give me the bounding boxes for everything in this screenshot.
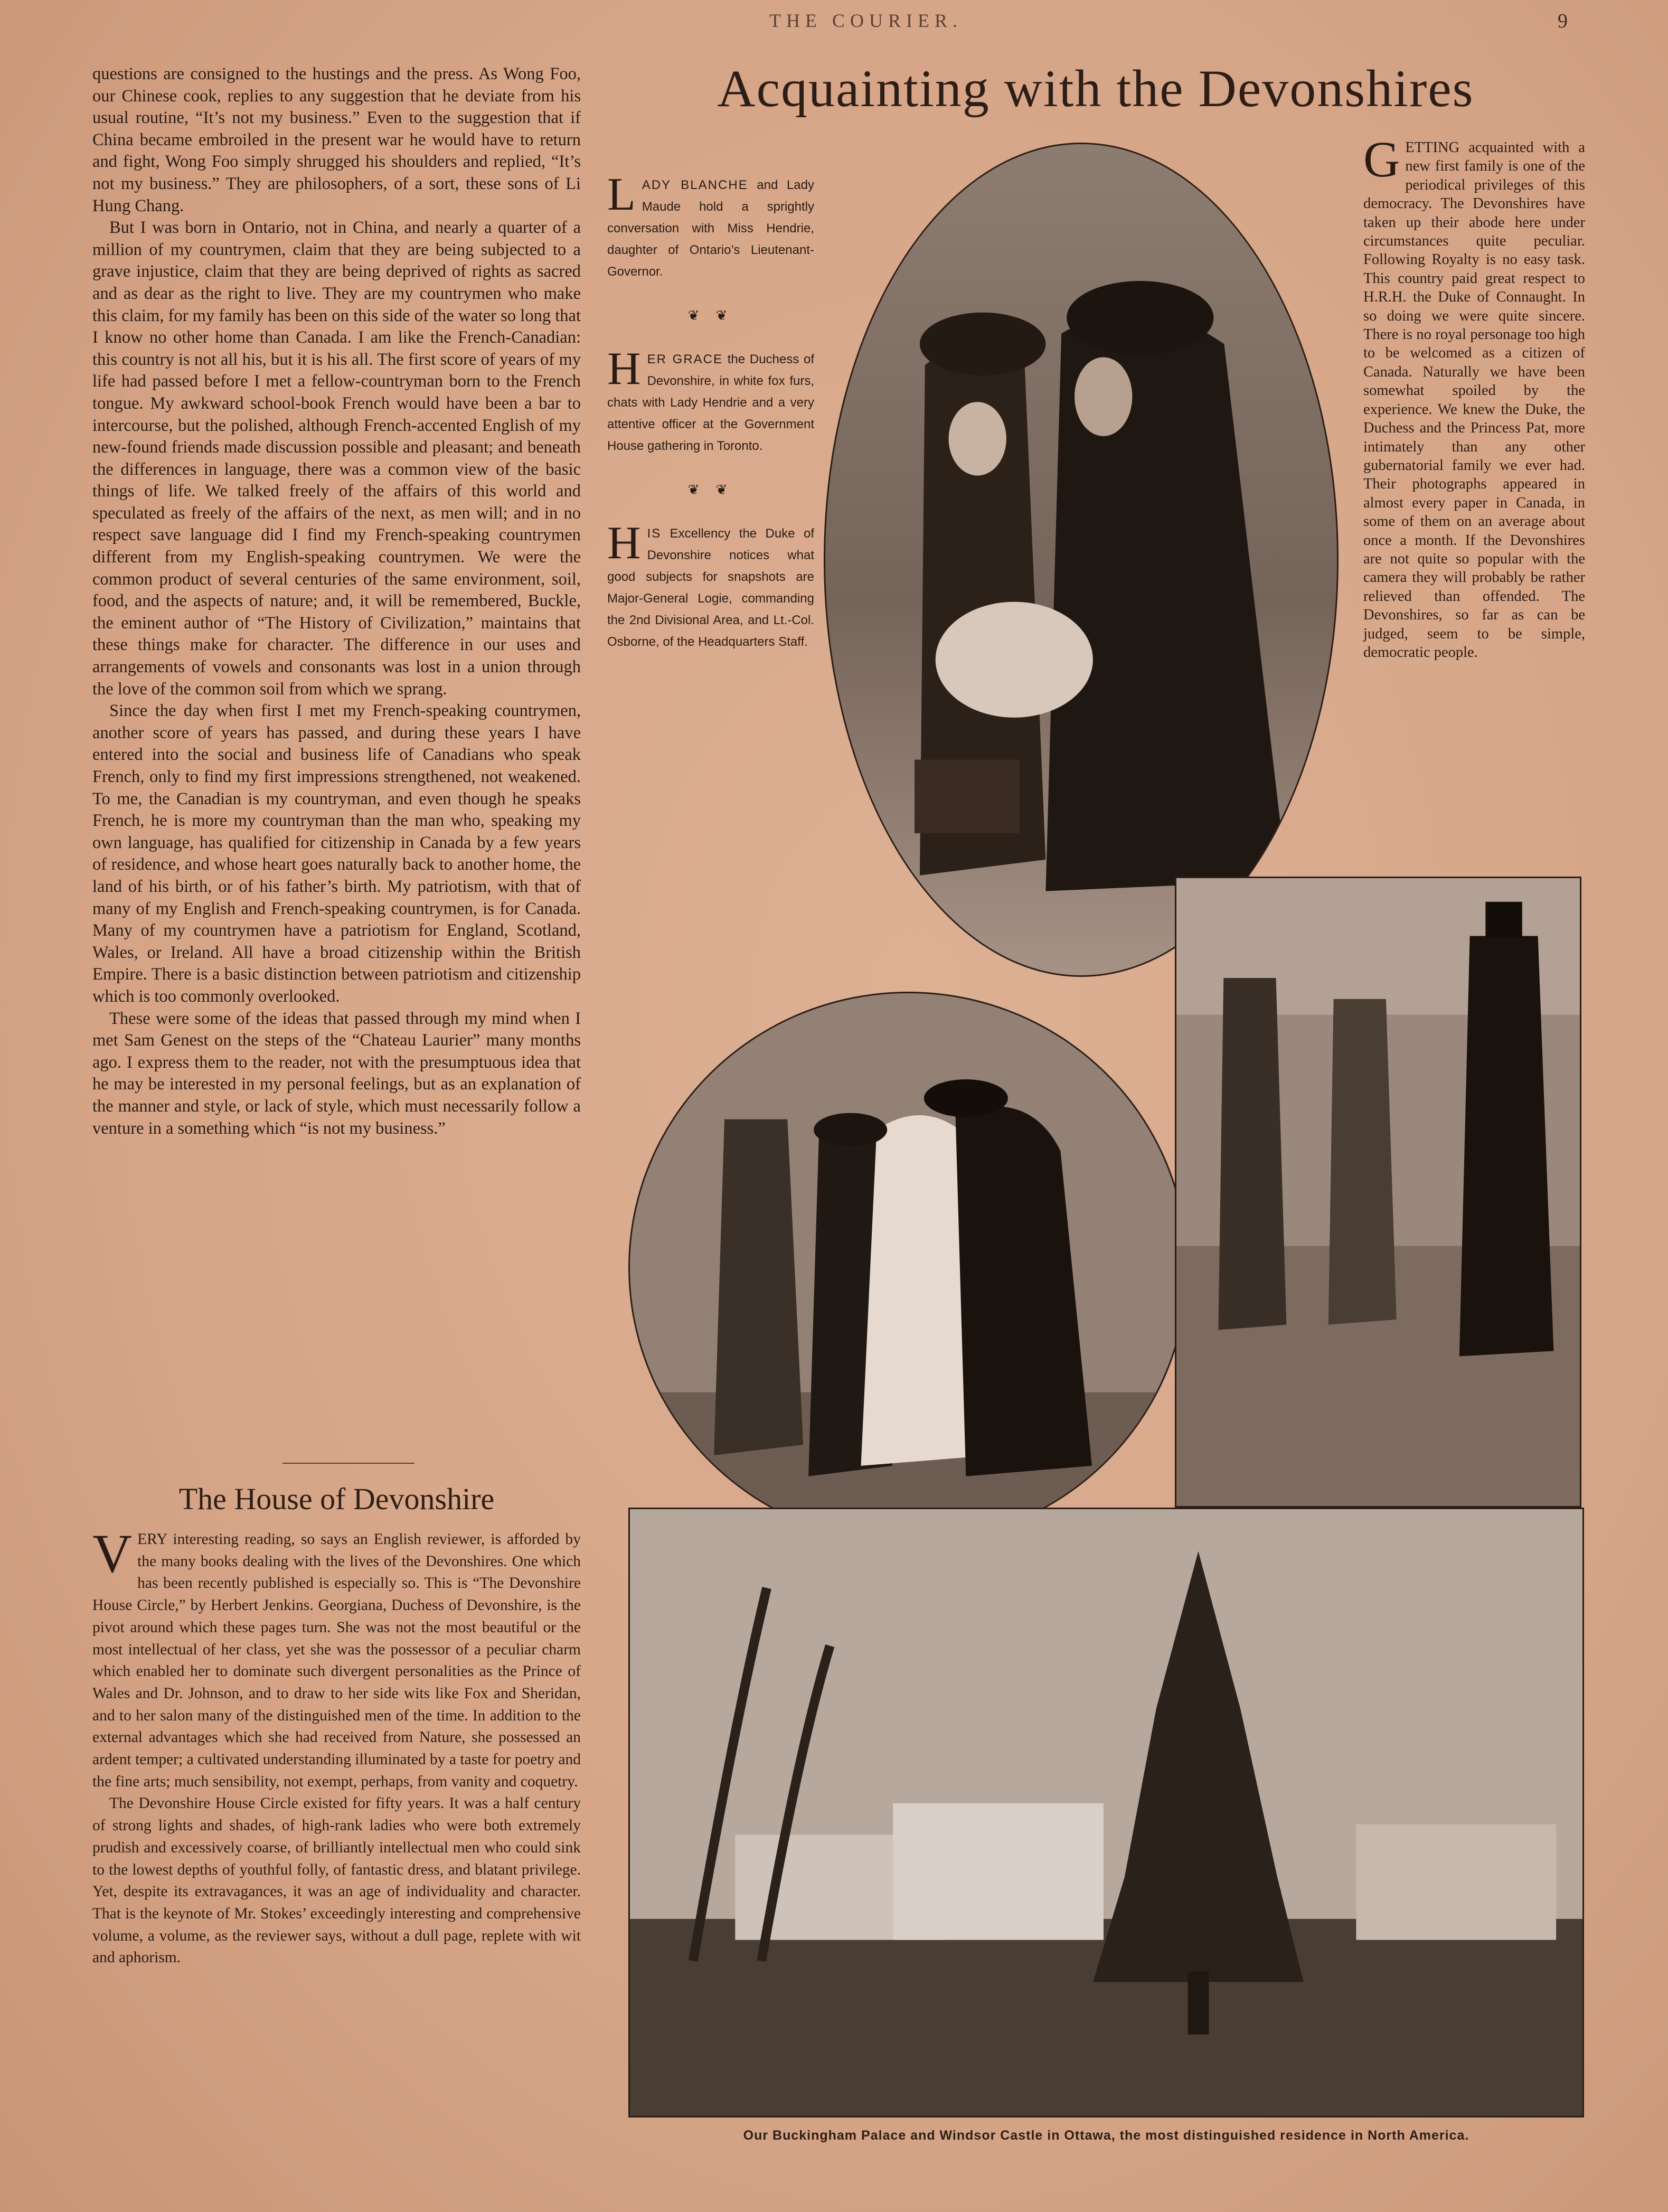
article-paragraph: The Devonshire House Circle existed for fifty years. It was a half century of strong lights and shades, of high-rank ladies who were both extremely prudish and excessively coarse, of brilliantly intellectual men who could sink to the lowest depths of youthful folly, of fantastic dress, and blatant privilege. Yet, despite its extravagances, it was an age of individuality and character. That is the keynote of Mr. Stokes’ exceedingly interesting and comprehensive volume, a volume, as the reviewer says, without a dull page, replete with wit and aphorism.	[92, 1795, 581, 1966]
section-divider	[282, 1463, 414, 1464]
drop-cap: V	[92, 1523, 133, 1584]
right-article-column	[1363, 131, 1585, 662]
photo-caption	[607, 169, 814, 283]
photo-caption	[607, 343, 814, 457]
article-paragraph: questions are consigned to the hustings and the press. As Wong Foo, our Chinese cook, replies to any suggestion that he deviate from his usual routine, “It’s not my business.” Even to the suggestion that if China became embroiled in the present war he would have to return and fight, Wong Foo simply shrugged his shoulders and replied, “It’s not my business.” They are philosophers, of a sort, these sons of Li Hung Chang.	[92, 64, 581, 215]
ornament: ❦ ❦	[687, 482, 734, 497]
caption-text: and Lady Maude hold a sprightly conversation with Miss Hendrie, daughter of Ontario’s Lieutenant-Governor.	[607, 178, 814, 279]
caption-text: the Duchess of Devonshire, in white fox furs, chats with Lady Hendrie and a very attentive officer at the Government House gathering in Toronto.	[607, 352, 814, 453]
photo-duke-with-officers	[1175, 877, 1581, 1508]
caption-text: Excellency the Duke of Devonshire notices what good subjects for snapshots are Major-General Logie, commanding the 2nd Divisional Area, and Lt.-Col. Osborne, of the Headquarters Staff.	[607, 526, 814, 649]
page-title: Acquainting with the Devonshires	[717, 59, 1474, 118]
article-paragraph: But I was born in Ontario, not in China, and nearly a quarter of a million of my countrymen, claim that they are being subjected to a grave injustice, claim that they are being deprived of rights as sacred and as dear as the right to live. They are my countrymen who make this claim, for my family has been on this side of the water so long that I know no other home than Canada. I am like the French-Canadian: this country is not all his, but it is his all. The first score of years of my life had passed before I met a fellow-countryman born to the French tongue. My awkward school-book French would have been a bar to intercourse, but the polished, although French-accented English of my new-found friends made discussion possible and pleasant; and beneath the differences in language, there was a common view of the basic things of life. We talked freely of the affairs of this world and speculated as freely of the affairs of the next, as men will; and in no respect save language did I find my French-speaking countrymen different from my English-speaking countrymen. We were the common product of several centuries of the same environment, soil, food, and the aspects of nature; and, it will be remembered, Buckle, the eminent author of “The History of Civilization,” maintains that these things make for character. The difference in our uses and arrangements of vowels and consonants was lost in a union through the love of the common soil from which we sprang.	[92, 218, 581, 699]
article-paragraph	[92, 1523, 581, 1793]
photo-residence-ottawa	[628, 1508, 1584, 2117]
photo-duchess-white-furs	[628, 992, 1188, 1543]
photo-captions-column	[607, 169, 814, 653]
drop-cap: G	[1363, 131, 1400, 187]
caption-lead: ER GRACE	[647, 352, 723, 366]
house-of-devonshire-article	[92, 1523, 581, 1969]
photo-caption: Our Buckingham Palace and Windsor Castle in Ottawa, the most distinguished residence in North America.	[743, 2128, 1469, 2143]
drop-cap: H	[607, 343, 641, 394]
article-paragraph: Since the day when first I met my French-speaking countrymen, another score of years has passed, and during these years I have entered into the social and business life of Canadians who speak French, only to find my first impressions strengthened, not weakened. To me, the Canadian is my countryman, and even though he speaks French, he is more my countryman than the man who, speaking my own language, has qualified for citizenship in Canada by a few years of residence, and whose heart goes naturally back to another home, the land of his birth, or of his father’s birth. My patriotism, with that of many of my English and French-speaking countrymen, is for Canada. Many of my countrymen have a patriotism for England, Scotland, Wales, or Ireland. All have a broad citizenship within the British Empire. There is a basic distinction between patriotism and citizenship which is too commonly overlooked.	[92, 701, 581, 1006]
paragraph-text: ETTING acquainted with a new first family is one of the periodical privileges of this democracy. The Devonshires have taken up their abode here under circumstances quite peculiar. Following Royalty is no easy task. This country paid great respect to H.R.H. the Duke of Connaught. In so doing we were quite sincere. There is no royal personage too high to be welcomed as a citizen of Canada. Naturally we have been somewhat spoiled by the experience. We knew the Duke, the Duchess and the Princess Pat, more intimately than any other gubernatorial family we ever had. Their photographs appeared in almost every paper in Canada, in some of them on an average about once a month. If the Devonshires are not quite so popular with the camera they will probably be rather relieved than offended. The Devonshires, so far as can be judged, seem to be simple, democratic people.	[1363, 139, 1585, 661]
caption-lead: ADY BLANCHE	[642, 178, 748, 192]
left-article-column	[92, 63, 581, 1140]
caption-lead: IS	[647, 526, 662, 541]
page-number: 9	[1558, 10, 1568, 32]
masthead: THE COURIER.	[769, 10, 963, 31]
drop-cap: L	[607, 169, 636, 220]
drop-cap: H	[607, 517, 641, 569]
article-paragraph: These were some of the ideas that passed through my mind when I met Sam Genest on the steps of the “Chateau Laurier” many months ago. I express them to the reader, not with the presumptuous idea that he may be interested in my personal feelings, but as an explanation of the manner and style, or lack of style, which must necessarily follow a venture in a something which “is not my business.”	[92, 1009, 581, 1138]
ornament: ❦ ❦	[687, 307, 734, 323]
paragraph-text: ERY interesting reading, so says an English reviewer, is afforded by the many books dealing with the lives of the Devonshires. One which has been recently published is especially so. This is “The Devonshire House Circle,” by Herbert Jenkins. Georgiana, Duchess of Devonshire, is the pivot around which these pages turn. She was not the most beautiful or the most intellectual of her class, yet she was the possessor of a peculiar charm which enabled her to dominate such divergent personalities as the Prince of Wales and Dr. Johnson, and to draw to her side wits like Fox and Sheridan, and to her salon many of the distinguished men of the time. In addition to the external advantages which she had received from Nature, she possessed an ardent temper; a cultivated understanding illuminated by a taste for poetry and the fine arts; much sensibility, not exempt, perhaps, from vanity and coquetry.	[92, 1531, 581, 1790]
article-paragraph	[1363, 131, 1585, 662]
photo-ladies-conversation	[824, 143, 1339, 977]
section-title: The House of Devonshire	[178, 1482, 495, 1516]
photo-caption	[607, 517, 814, 653]
